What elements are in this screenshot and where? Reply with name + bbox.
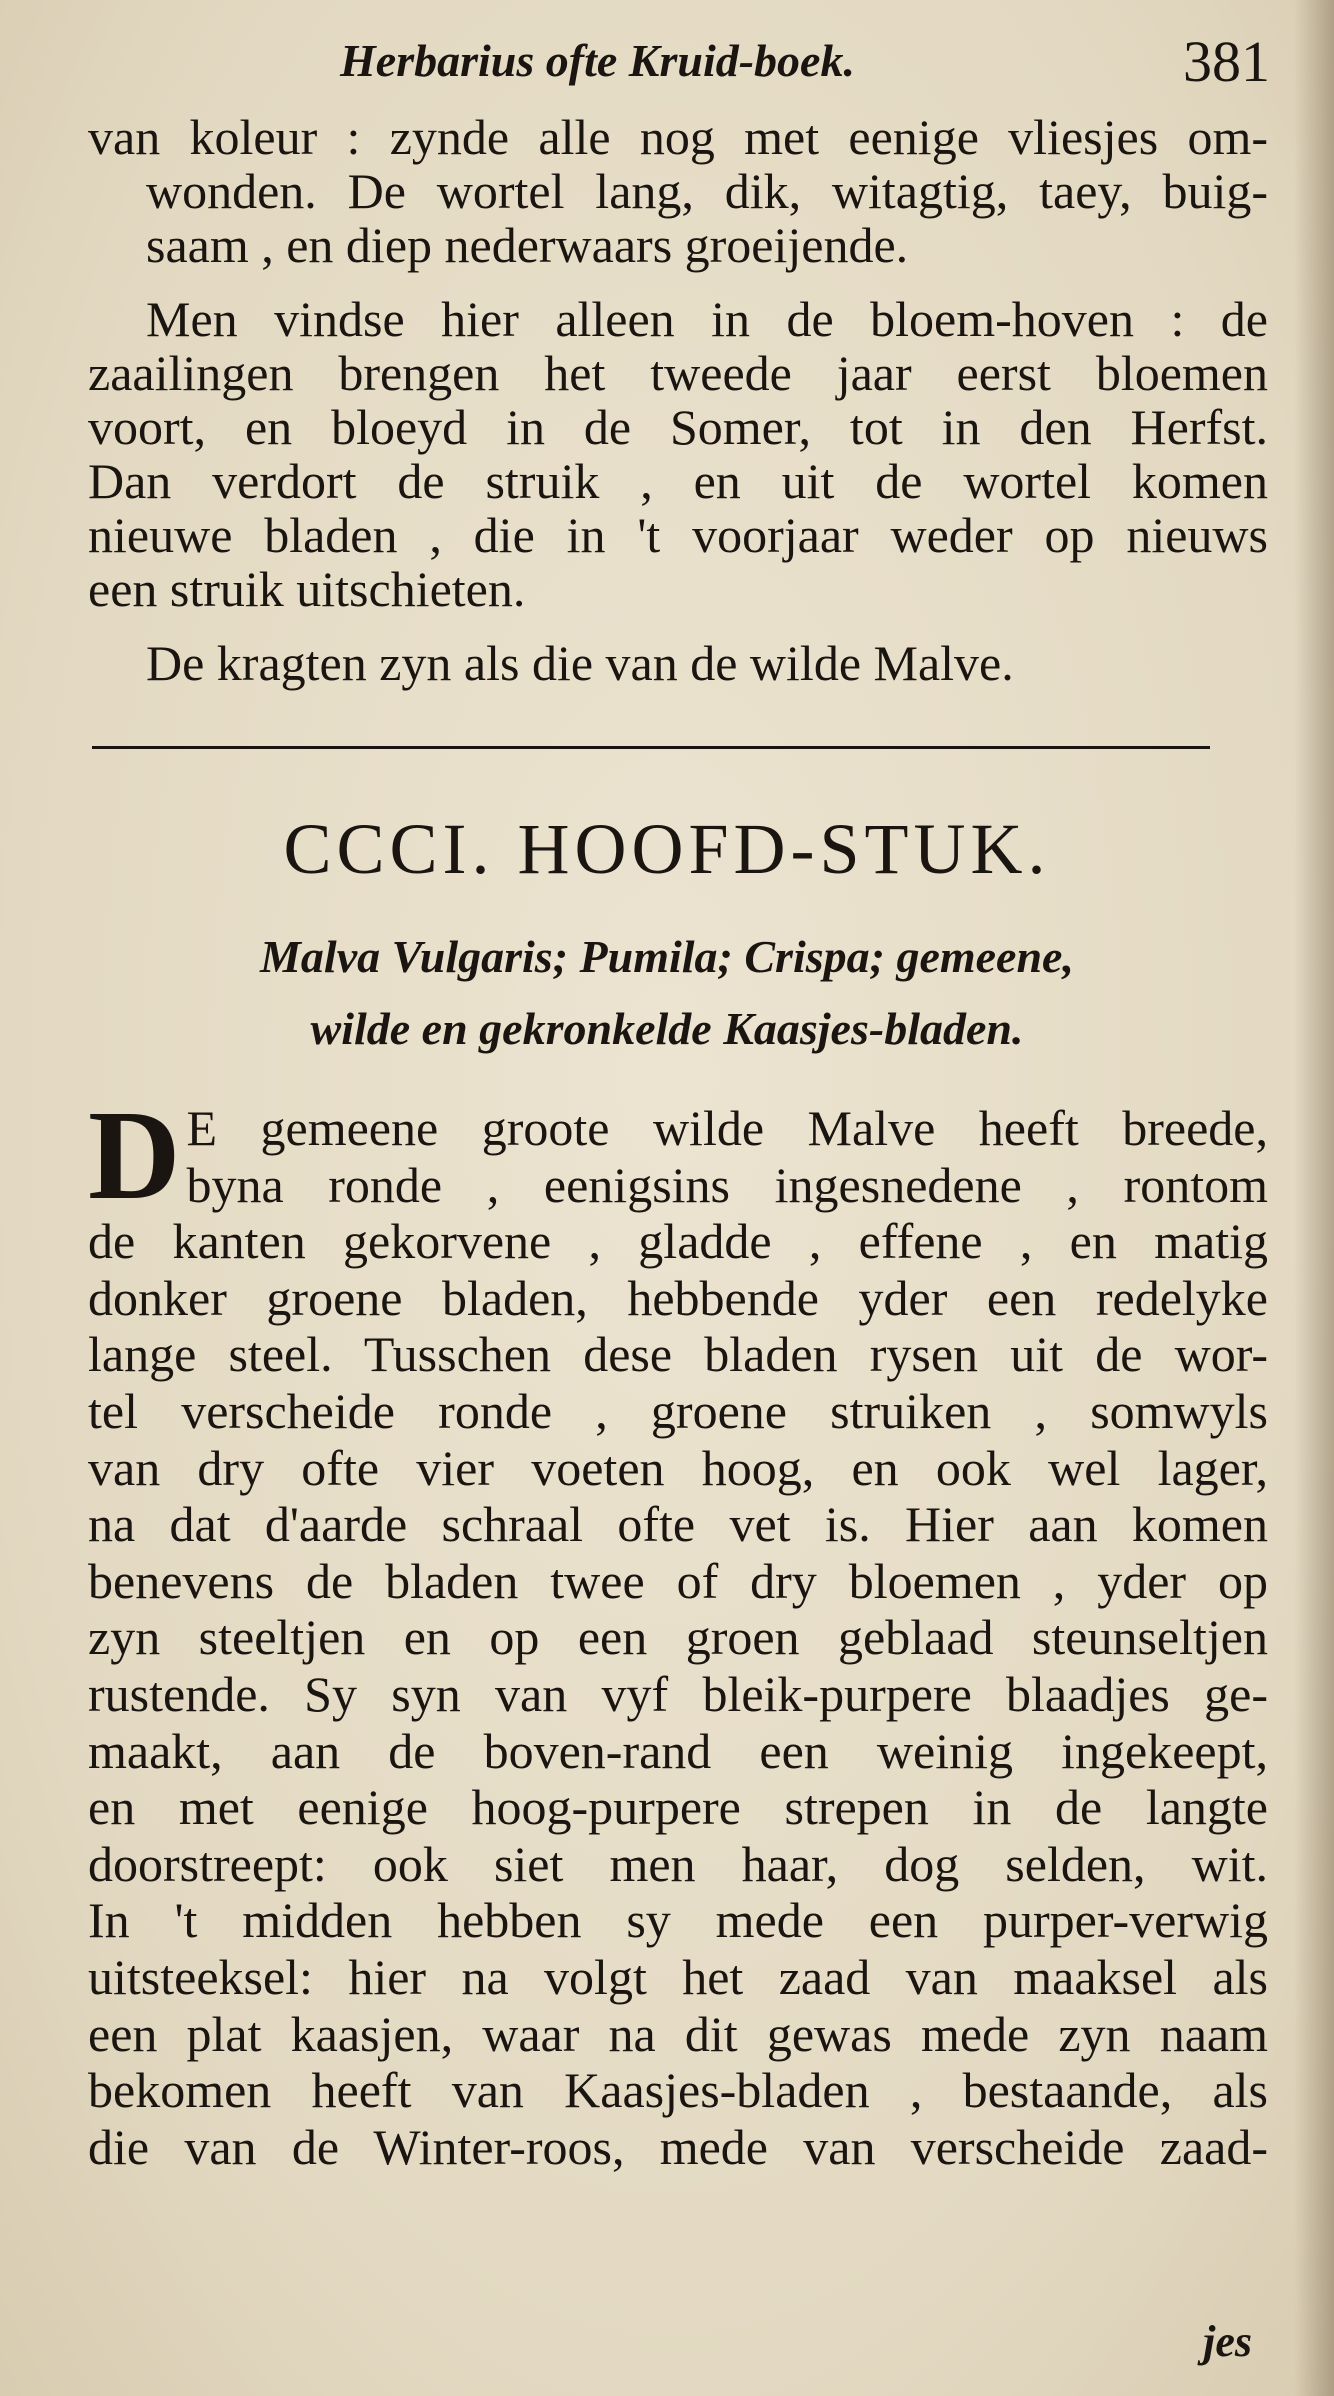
intro-paragraph [88, 110, 1268, 272]
text-line: bekomen heeft van Kaasjes-bladen , bestaande, als [88, 2062, 1268, 2119]
text-line: van dry ofte vier voeten hoog, en ook wel lager, [88, 1439, 1268, 1496]
text-line: Dan verdort de struik , en uit de wortel komen [88, 453, 1268, 509]
page-gutter-shadow [1294, 0, 1334, 2396]
section-divider [92, 746, 1210, 749]
text-line: wonden. De wortel lang, dik, witagtig, taey, buig- [146, 163, 1268, 219]
page-header [340, 28, 1270, 98]
text-line: zyn steeltjen en op een groen geblaad steunseltjen [88, 1609, 1268, 1666]
text-line: De kragten zyn als die van de wilde Malve. [146, 635, 1014, 691]
catchword: jes [1203, 2317, 1252, 2366]
text-line: saam , en diep nederwaars groeijende. [146, 217, 909, 273]
page-number: 381 [1183, 29, 1270, 94]
text-line: Men vindse hier alleen in de bloem-hoven : de [146, 291, 1268, 347]
text-line: rustende. Sy syn van vyf bleik-purpere blaadjes ge- [88, 1665, 1268, 1722]
text-line: zaailingen brengen het tweede jaar eerst bloemen [88, 345, 1268, 401]
chapter-body [88, 1084, 1268, 2175]
text-line: die van de Winter-roos, mede van verscheide zaad- [88, 2118, 1268, 2175]
chapter-subtitle: Malva Vulgaris; Pumila; Crispa; gemeene, [260, 931, 1074, 982]
text-line: een struik uitschieten. [88, 561, 526, 617]
text-line: nieuwe bladen , die in 't voorjaar weder op nieuws [88, 507, 1268, 563]
text-line: uitsteeksel: hier na volgt het zaad van maaksel als [88, 1948, 1268, 2005]
text-line: benevens de bladen twee of dry bloemen , yder op [88, 1552, 1268, 1609]
chapter-title: CCCI. HOOFD-STUK. [283, 809, 1051, 889]
running-head: Herbarius ofte Kruid-boek. [340, 35, 855, 86]
text-line: maakt, aan de boven-rand een weinig ingekeept, [88, 1722, 1268, 1779]
text-line: voort, en bloeyd in de Somer, tot in den Herfst. [88, 399, 1268, 455]
properties-paragraph [88, 636, 1268, 690]
text-line: E gemeene groote wilde Malve heeft breede, [186, 1100, 1268, 1156]
text-line: een plat kaasjen, waar na dit gewas mede zyn naam [88, 2005, 1268, 2062]
text-line: na dat d'aarde schraal ofte vet is. Hier aan komen [88, 1496, 1268, 1553]
text-line: van koleur : zynde alle nog met eenige vliesjes om- [88, 109, 1268, 165]
text-line: en met eenige hoog-purpere strepen in de langte [88, 1779, 1268, 1836]
text-line: lange steel. Tusschen dese bladen rysen uit de wor- [88, 1326, 1268, 1383]
text-line: donker groene bladen, hebbende yder een redelyke [88, 1269, 1268, 1326]
drop-cap: D [88, 1084, 181, 1226]
text-line: In 't midden hebben sy mede een purper-verwig [88, 1892, 1268, 1949]
text-line: tel verscheide ronde , groene struiken , somwyls [88, 1382, 1268, 1439]
text-line: doorstreept: ook siet men haar, dog selden, wit. [88, 1835, 1268, 1892]
text-line: byna ronde , eenigsins ingesnedene , rontom [186, 1156, 1268, 1213]
habitat-paragraph [88, 292, 1268, 616]
chapter-subtitle: wilde en gekronkelde Kaasjes-bladen. [310, 1003, 1024, 1054]
text-line: de kanten gekorvene , gladde , effene , en matig [88, 1213, 1268, 1270]
